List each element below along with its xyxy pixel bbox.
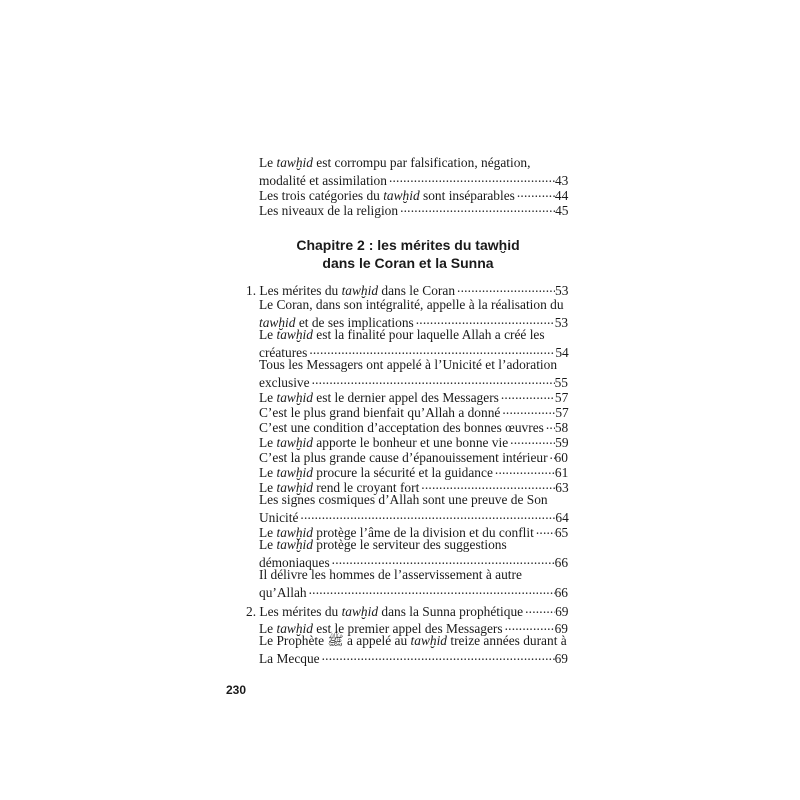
toc-entry-text: tawḫid et de ses implications — [259, 315, 414, 330]
toc-page-number: 53 — [555, 283, 569, 298]
toc-entry-line: Le tawḫid protège le serviteur des suggestions — [259, 537, 507, 552]
chapter-heading — [258, 236, 558, 272]
toc-page-number: 66 — [554, 555, 569, 570]
toc-page-number: 69 — [554, 621, 568, 636]
toc-entry-line — [259, 200, 570, 218]
leader-dots — [310, 372, 555, 387]
toc-entry-text: C’est la plus grande cause d’épanouissement intérieur — [259, 450, 548, 465]
toc-entry-text: Le tawḫid rend le croyant fort — [259, 480, 420, 495]
toc-entry-text: Le tawḫid est le premier appel des Messagers — [259, 621, 503, 636]
leader-dots — [307, 342, 555, 357]
toc-page-number: 53 — [554, 315, 569, 330]
leader-dots — [419, 477, 555, 492]
leader-dots — [307, 582, 555, 597]
toc-entry-line: Il délivre les hommes de l’asservissement à autre — [259, 567, 522, 582]
toc-entry-line — [259, 582, 570, 600]
toc-entry-text: exclusive — [259, 375, 310, 390]
leader-dots — [298, 507, 555, 522]
toc-entry-text: C’est une condition d’acceptation des bonnes œuvres — [259, 420, 544, 435]
toc-page-number: 45 — [555, 203, 569, 218]
leader-dots — [534, 522, 555, 537]
toc-page-number: 66 — [554, 585, 568, 600]
leader-dots — [398, 200, 555, 215]
toc-entry-text: Le tawḫid procure la sécurité et la guidance — [259, 465, 493, 480]
leader-dots — [455, 280, 555, 295]
leader-dots — [548, 447, 555, 462]
toc-entry-line: Le tawḫid est corrompu par falsification, négation, — [259, 155, 531, 170]
toc-entry-text: Unicité — [259, 510, 299, 525]
leader-dots — [499, 387, 555, 402]
toc-page-number: 63 — [555, 480, 569, 495]
leader-dots — [330, 552, 555, 567]
leader-dots — [544, 417, 555, 432]
toc-entry-line: Les signes cosmiques d’Allah sont une preuve de Son — [259, 492, 548, 507]
toc-entry-text: 2. Les mérites du tawḫid dans la Sunna prophétique — [246, 604, 524, 619]
toc-page-number: 64 — [555, 510, 569, 525]
toc-entry-text: modalité et assimilation — [259, 173, 387, 188]
toc-page-number: 59 — [555, 435, 569, 450]
toc-entry-line — [246, 280, 570, 298]
page-number: 230 — [226, 683, 247, 697]
leader-dots — [503, 618, 555, 633]
toc-entry-text: Le tawḫid apporte le bonheur et une bonne vie — [259, 435, 509, 450]
chapter-title-line-1: Chapitre 2 : les mérites du tawḫid — [296, 237, 520, 253]
toc-entry-text: Les trois catégories du tawḫid sont inséparables — [259, 188, 515, 203]
leader-dots — [414, 312, 555, 327]
toc-entry-text: C’est le plus grand bienfait qu’Allah a donné — [259, 405, 501, 420]
toc-page-number: 60 — [554, 450, 568, 465]
toc-entry-text: Le tawḫid est le dernier appel des Messagers — [259, 390, 499, 405]
leader-dots — [508, 432, 555, 447]
toc-entry-line — [259, 648, 570, 666]
toc-entry-line: Tous les Messagers ont appelé à l’Unicité et l’adoration — [259, 357, 558, 372]
toc-entry-text: Le tawḫid protège l’âme de la division et du conflit — [259, 525, 534, 540]
toc-entry-text: La Mecque — [259, 651, 320, 666]
toc-entry-line: Le Coran, dans son intégralité, appelle à la réalisation du — [259, 297, 564, 312]
toc-entry-text: démoniaques — [259, 555, 330, 570]
toc-entry-text: Les niveaux de la religion — [259, 203, 399, 218]
toc-entry-line — [246, 601, 570, 619]
toc-page-number: 65 — [554, 525, 569, 540]
toc-page-number: 57 — [554, 390, 569, 405]
toc-entry-text: qu’Allah — [259, 585, 307, 600]
toc-page-number: 69 — [555, 604, 569, 619]
toc-page-number: 43 — [554, 173, 569, 188]
toc-page-number: 58 — [554, 420, 569, 435]
toc-page-number: 55 — [554, 375, 568, 390]
leader-dots — [493, 462, 555, 477]
leader-dots — [515, 185, 555, 200]
toc-page-number: 61 — [554, 465, 569, 480]
toc-page-number: 54 — [555, 345, 569, 360]
toc-page-number: 44 — [554, 188, 569, 203]
leader-dots — [387, 170, 555, 185]
toc-page-number: 69 — [554, 651, 568, 666]
leader-dots — [500, 402, 555, 417]
toc-page-number: 57 — [555, 405, 569, 420]
leader-dots — [523, 601, 555, 616]
toc-entry-text: créatures — [259, 345, 308, 360]
leader-dots — [320, 648, 555, 663]
chapter-title-line-2: dans le Coran et la Sunna — [322, 255, 494, 271]
toc-entry-line: Le Prophète ﷺ a appelé au tawḫid treize années durant à — [259, 633, 567, 648]
toc-entry-line: Le tawḫid est la finalité pour laquelle Allah a créé les — [259, 327, 545, 342]
toc-entry-text: 1. Les mérites du tawḫid dans le Coran — [246, 283, 456, 298]
